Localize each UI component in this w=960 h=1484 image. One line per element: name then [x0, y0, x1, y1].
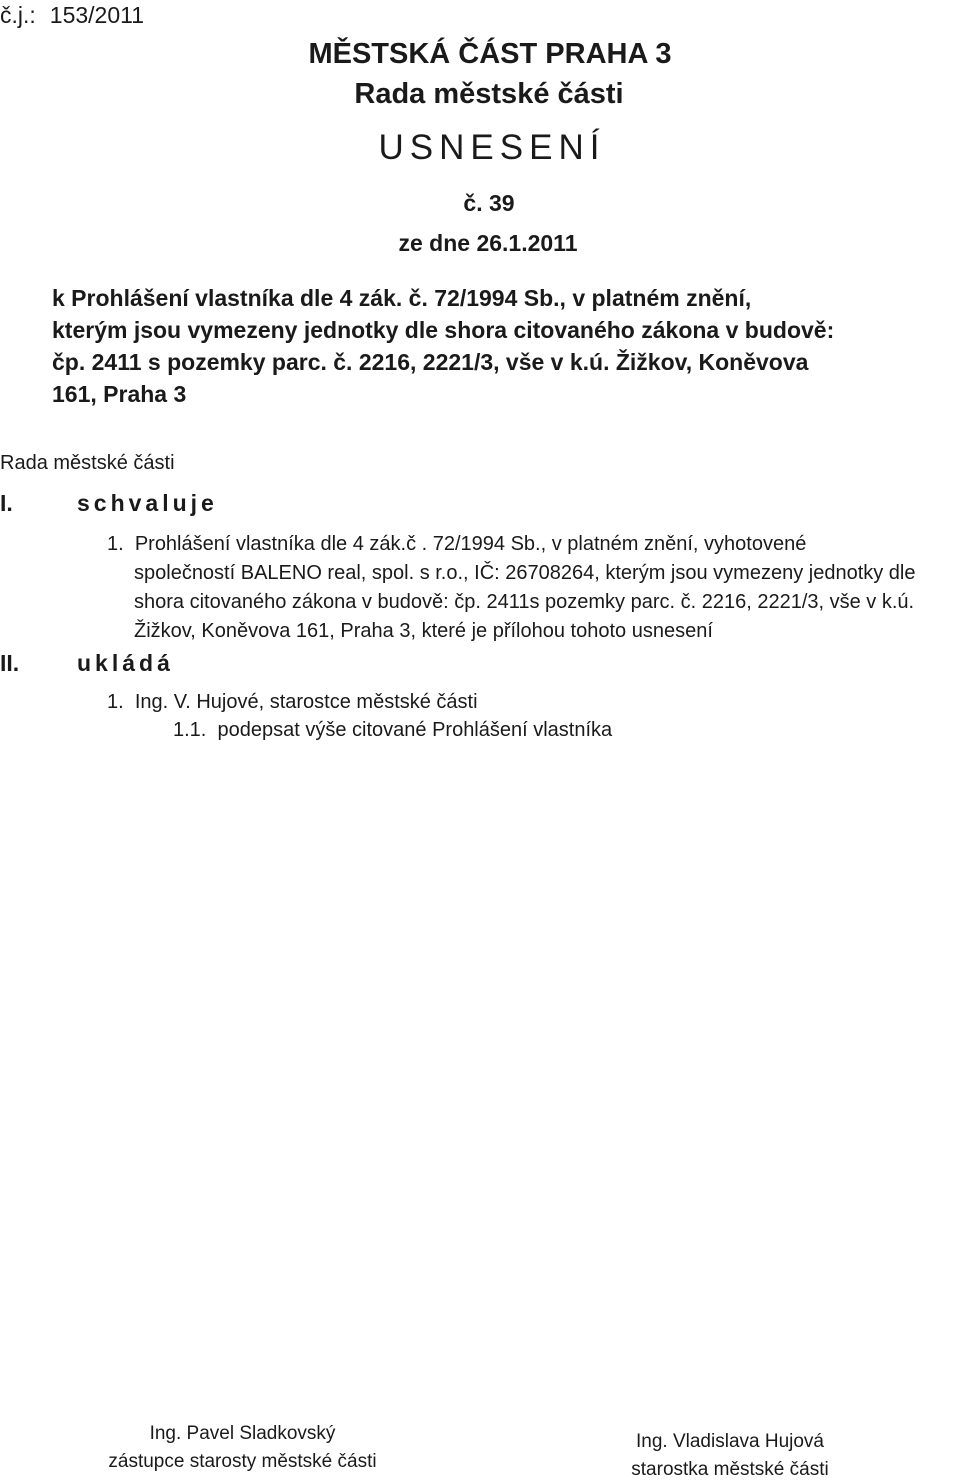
- signatory-name: Ing. Pavel Sladkovský: [149, 1423, 336, 1444]
- section-numeral: II.: [0, 650, 20, 676]
- signature-block-mayor: [600, 1428, 860, 1484]
- subject-line: kterým jsou vymezeny jednotky dle shora citovaného zákona v budově:: [52, 317, 835, 343]
- signature-block-deputy: [80, 1420, 405, 1476]
- reference-number: [0, 2, 144, 29]
- authority-title: MĚSTSKÁ ČÁST PRAHA 3: [308, 38, 672, 70]
- item-text: Prohlášení vlastníka dle 4 zák.č . 72/1994 Sb., v platném znění, vyhotovené: [134, 533, 807, 555]
- item-text: Žižkov, Koněvova 161, Praha 3, které je přílohou tohoto usnesení: [134, 620, 713, 642]
- council-title: Rada městské části: [354, 78, 624, 110]
- item-number: 1.1.: [173, 719, 207, 741]
- resolution-subject: [52, 282, 932, 410]
- subject-line: 161, Praha 3: [52, 381, 187, 407]
- reference-label: č.j.:: [0, 2, 36, 28]
- item-number: 1.: [107, 533, 124, 555]
- item-text: podepsat výše citované Prohlášení vlastníka: [217, 719, 613, 741]
- signatory-role: starostka městské části: [631, 1459, 829, 1480]
- section-verb: ukládá: [77, 650, 174, 676]
- item-number: 1.: [107, 691, 124, 713]
- item-text: společností BALENO real, spol. s r.o., IČ: 26708264, kterým jsou vymezeny jednotky dle: [134, 562, 916, 584]
- signatory-name: Ing. Vladislava Hujová: [636, 1431, 824, 1452]
- section-item: [107, 530, 916, 646]
- section-subitem: [173, 716, 612, 745]
- signatory-role: zástupce starosty městské části: [108, 1451, 377, 1472]
- subject-line: čp. 2411 s pozemky parc. č. 2216, 2221/3, vše v k.ú. Žižkov, Koněvova: [52, 349, 809, 375]
- item-text: shora citovaného zákona v budově: čp. 2411s pozemky parc. č. 2216, 2221/3, vše v k.ú.: [134, 591, 915, 613]
- reference-value: 153/2011: [49, 2, 145, 28]
- subject-line: k Prohlášení vlastníka dle 4 zák. č. 72/1994 Sb., v platném znění,: [52, 285, 752, 311]
- resolution-number: č. 39: [463, 190, 515, 216]
- item-text: Ing. V. Hujové, starostce městské části: [134, 691, 478, 713]
- document-type: USNESENÍ: [378, 128, 606, 167]
- section-item: [107, 688, 478, 717]
- section-numeral: I.: [0, 490, 13, 516]
- section-verb: schvaluje: [77, 490, 218, 516]
- resolution-date: ze dne 26.1.2011: [398, 230, 578, 256]
- item-first-line: [107, 530, 916, 559]
- decision-body: Rada městské části: [0, 452, 175, 474]
